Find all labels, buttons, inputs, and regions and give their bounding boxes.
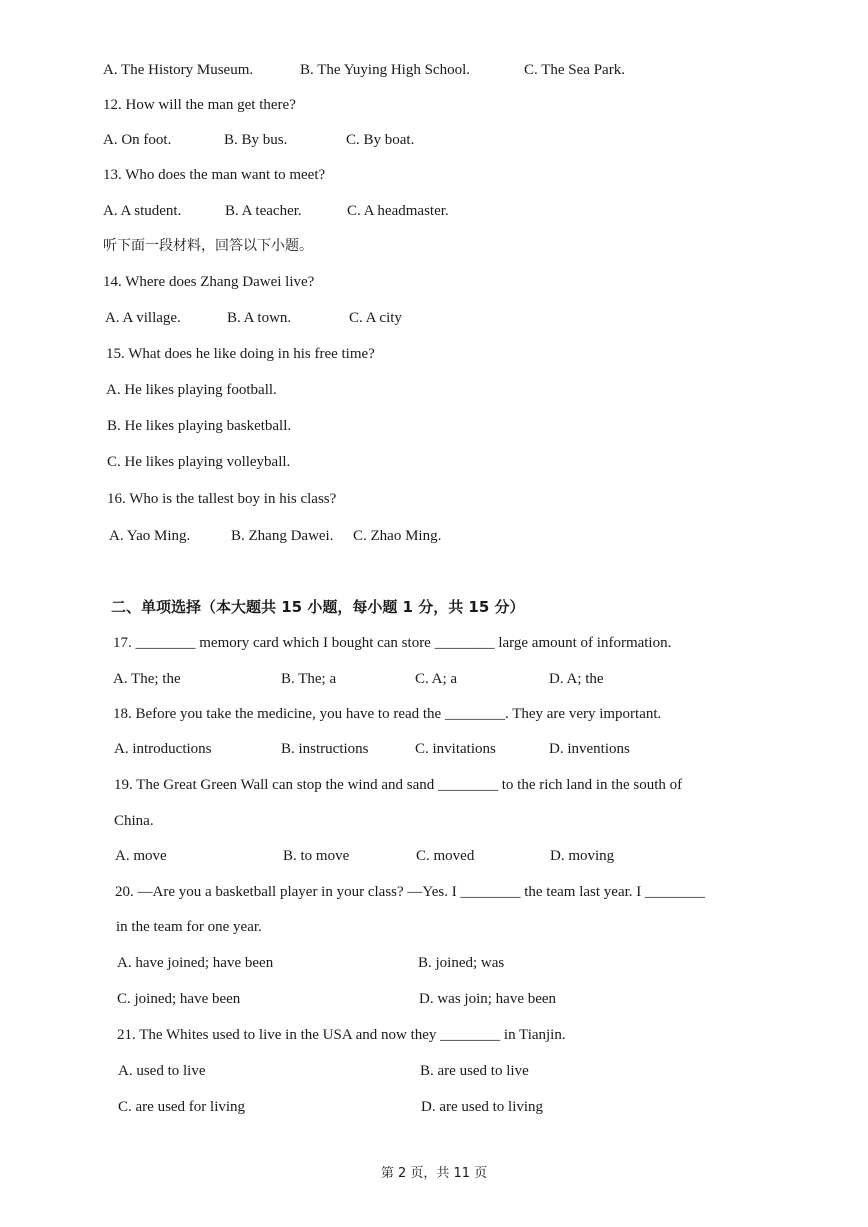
q20-option-d: D. was join; have been bbox=[419, 991, 557, 1007]
q12-option-a: A. On foot. bbox=[103, 132, 172, 148]
q21-option-b: B. are used to live bbox=[420, 1063, 529, 1079]
q19-option-c: C. moved bbox=[416, 848, 475, 864]
q18-option-d: D. inventions bbox=[549, 741, 630, 757]
q15-option-c: C. He likes playing volleyball. bbox=[107, 454, 291, 470]
q18-option-c: C. invitations bbox=[415, 741, 496, 757]
section-2-title: 二、单项选择（本大题共 15 小题，每小题 1 分，共 15 分） bbox=[111, 598, 525, 616]
q16-option-b: B. Zhang Dawei. bbox=[231, 528, 334, 544]
q17-option-c: C. A; a bbox=[415, 671, 458, 687]
q13-text: 13. Who does the man want to meet? bbox=[103, 167, 326, 183]
q12-text: 12. How will the man get there? bbox=[103, 97, 296, 113]
q21-option-d: D. are used to living bbox=[421, 1099, 544, 1115]
q13-option-c: C. A headmaster. bbox=[347, 203, 449, 219]
q14-option-b: B. A town. bbox=[227, 310, 292, 326]
q19-option-d: D. moving bbox=[550, 848, 615, 864]
listening-instruction: 听下面一段材料，回答以下小题。 bbox=[103, 238, 313, 254]
q21-option-a: A. used to live bbox=[118, 1063, 206, 1079]
q18-option-b: B. instructions bbox=[281, 741, 369, 757]
q11-option-c: C. The Sea Park. bbox=[524, 62, 625, 78]
q12-option-b: B. By bus. bbox=[224, 132, 288, 148]
q18-text: 18. Before you take the medicine, you have to read the ________. They are very important. bbox=[113, 706, 662, 722]
q20-option-c: C. joined; have been bbox=[117, 991, 241, 1007]
q16-option-a: A. Yao Ming. bbox=[109, 528, 191, 544]
q21-option-c: C. are used for living bbox=[118, 1099, 246, 1115]
q13-option-a: A. A student. bbox=[103, 203, 182, 219]
q14-text: 14. Where does Zhang Dawei live? bbox=[103, 274, 315, 290]
q14-option-a: A. A village. bbox=[105, 310, 181, 326]
q13-option-b: B. A teacher. bbox=[225, 203, 302, 219]
q17-text: 17. ________ memory card which I bought can store ________ large amount of information. bbox=[113, 635, 672, 651]
q17-option-d: D. A; the bbox=[549, 671, 604, 687]
page-number-footer: 第 2 页，共 11 页 bbox=[380, 1166, 488, 1181]
q21-text: 21. The Whites used to live in the USA and now they ________ in Tianjin. bbox=[117, 1027, 566, 1043]
q12-option-c: C. By boat. bbox=[346, 132, 415, 148]
q20-text-line2: in the team for one year. bbox=[116, 919, 262, 935]
q17-option-a: A. The; the bbox=[113, 671, 181, 687]
q20-text-line1: 20. —Are you a basketball player in your class? —Yes. I ________ the team last year. I ________ bbox=[115, 884, 706, 900]
q15-option-b: B. He likes playing basketball. bbox=[107, 418, 292, 434]
q20-option-a: A. have joined; have been bbox=[117, 955, 274, 971]
q19-text-line2: China. bbox=[114, 813, 154, 829]
q15-option-a: A. He likes playing football. bbox=[106, 382, 277, 398]
q18-option-a: A. introductions bbox=[114, 741, 212, 757]
q15-text: 15. What does he like doing in his free time? bbox=[106, 346, 375, 362]
q20-option-b: B. joined; was bbox=[418, 955, 505, 971]
q19-text-line1: 19. The Great Green Wall can stop the wind and sand ________ to the rich land in the south of bbox=[114, 777, 683, 793]
q11-option-b: B. The Yuying High School. bbox=[300, 62, 471, 78]
q11-option-a: A. The History Museum. bbox=[103, 62, 254, 78]
q16-text: 16. Who is the tallest boy in his class? bbox=[107, 491, 337, 507]
q14-option-c: C. A city bbox=[349, 310, 402, 326]
q17-option-b: B. The; a bbox=[281, 671, 337, 687]
q19-option-b: B. to move bbox=[283, 848, 350, 864]
q16-option-c: C. Zhao Ming. bbox=[353, 528, 442, 544]
q19-option-a: A. move bbox=[115, 848, 167, 864]
